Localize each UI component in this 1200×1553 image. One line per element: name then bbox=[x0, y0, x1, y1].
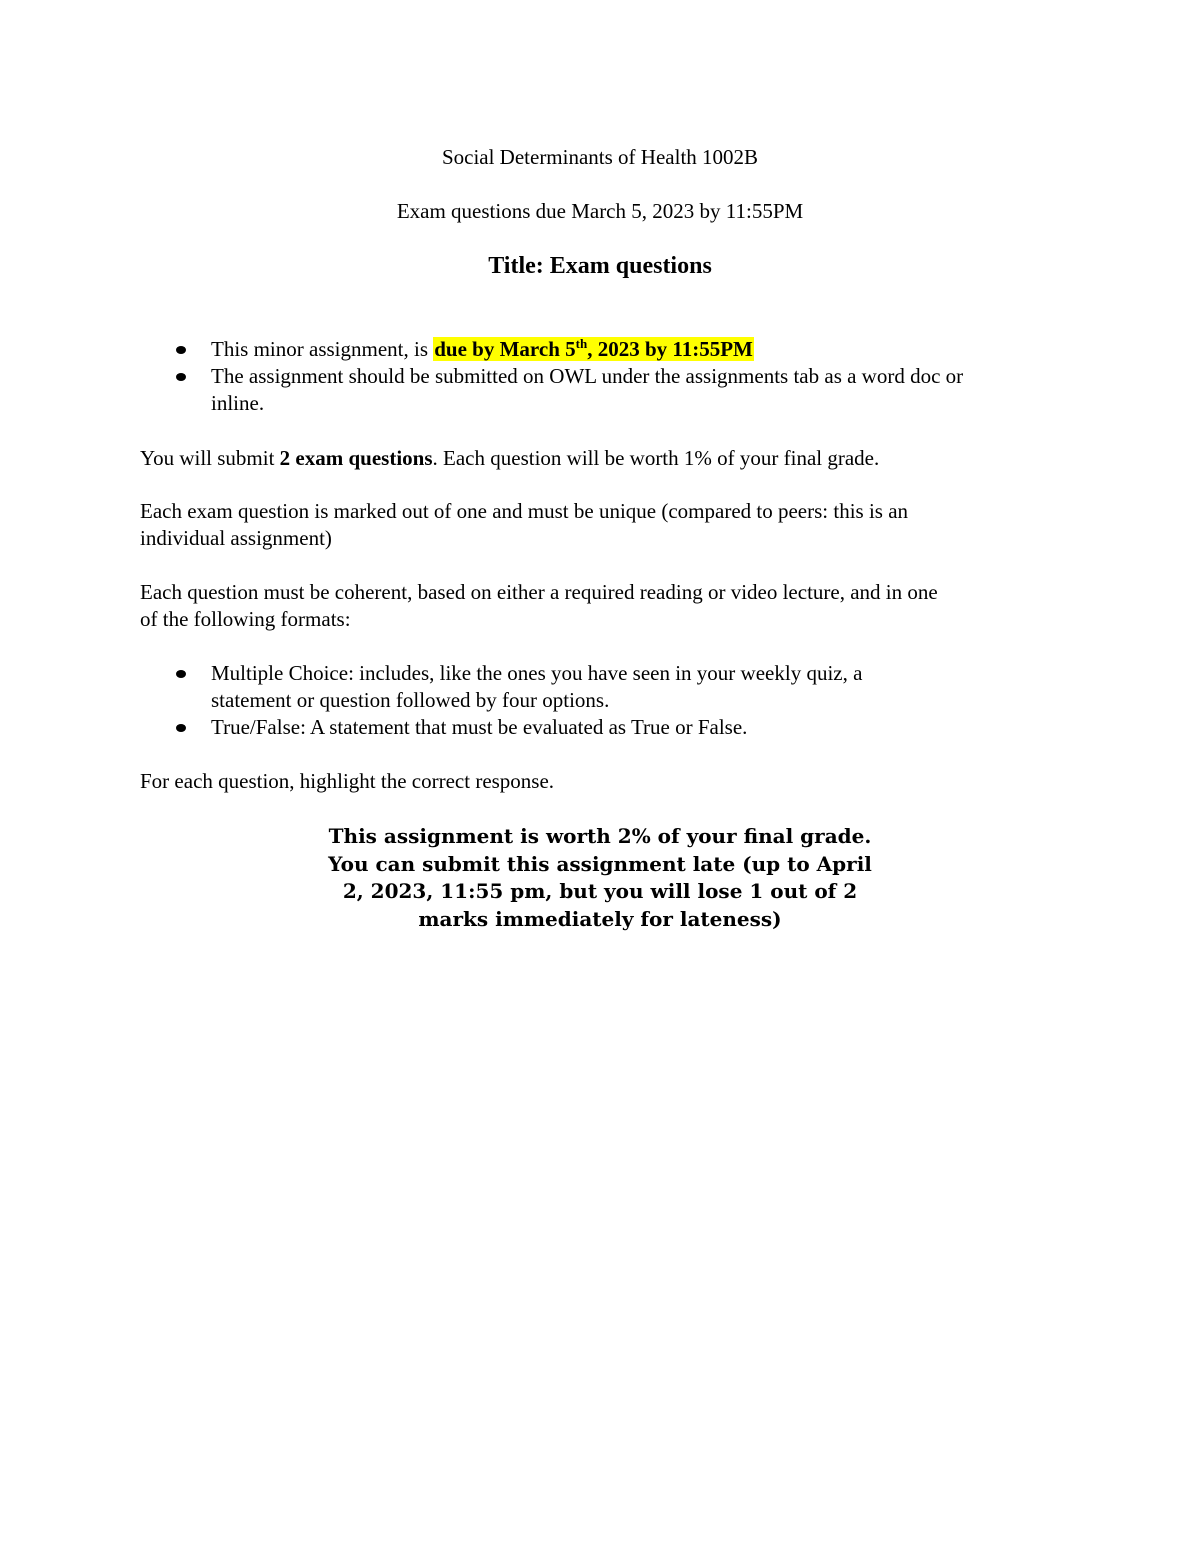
bullet-text: Multiple Choice: includes, like the ones you have seen in your weekly quiz, a bbox=[211, 661, 863, 685]
due-date-line: Exam questions due March 5, 2023 by 11:55PM bbox=[396, 199, 804, 223]
course-name: Social Determinants of Health 1002B bbox=[441, 145, 759, 169]
marking-paragraph bbox=[140, 498, 1060, 552]
paragraph-text: Each question must be coherent, based on either a required reading or video lecture, and in one bbox=[140, 580, 938, 604]
list-item bbox=[140, 660, 1070, 714]
notice-line: marks immediately for lateness) bbox=[418, 906, 782, 931]
paragraph-text: . Each question will be worth 1% of your final grade. bbox=[432, 446, 880, 470]
assignment-info-list bbox=[140, 336, 1070, 417]
bullet-text: The assignment should be submitted on OWL under the assignments tab as a word doc or bbox=[211, 364, 964, 388]
bullet-text: True/False: A statement that must be evaluated as True or False. bbox=[211, 715, 748, 739]
grade-notice bbox=[0, 823, 1200, 933]
due-date-highlight bbox=[433, 337, 754, 361]
highlight-instruction: For each question, highlight the correct response. bbox=[140, 769, 555, 793]
notice-line: This assignment is worth 2% of your final grade. bbox=[328, 824, 872, 848]
paragraph-text: of the following formats: bbox=[140, 607, 351, 631]
list-item bbox=[140, 363, 1070, 417]
paragraph-text: individual assignment) bbox=[140, 526, 332, 550]
list-item bbox=[140, 336, 1070, 363]
bullet-icon bbox=[176, 373, 186, 381]
bullet-icon bbox=[176, 346, 186, 354]
paragraph-text: Each exam question is marked out of one and must be unique (compared to peers: this is an bbox=[140, 499, 909, 523]
highlight-text: due by March 5 bbox=[434, 337, 576, 361]
formats-list bbox=[140, 660, 1070, 741]
format-paragraph bbox=[140, 579, 1060, 633]
notice-line: 2, 2023, 11:55 pm, but you will lose 1 out of 2 bbox=[342, 879, 858, 903]
paragraph-bold-text: 2 exam questions bbox=[279, 446, 433, 470]
bullet-icon bbox=[176, 670, 186, 678]
bullet-text: statement or question followed by four options. bbox=[211, 688, 610, 712]
notice-line: You can submit this assignment late (up to April bbox=[328, 851, 872, 876]
bullet-text: This minor assignment, is bbox=[211, 337, 434, 361]
bullet-text: inline. bbox=[211, 391, 265, 415]
list-item bbox=[140, 714, 1070, 741]
paragraph-text: You will submit bbox=[140, 446, 280, 470]
highlight-text: , 2023 by 11:55PM bbox=[587, 337, 753, 361]
document-title: Title: Exam questions bbox=[488, 253, 712, 279]
bullet-icon bbox=[176, 724, 186, 732]
submit-paragraph bbox=[140, 445, 1060, 472]
ordinal-suffix: th bbox=[575, 336, 588, 351]
